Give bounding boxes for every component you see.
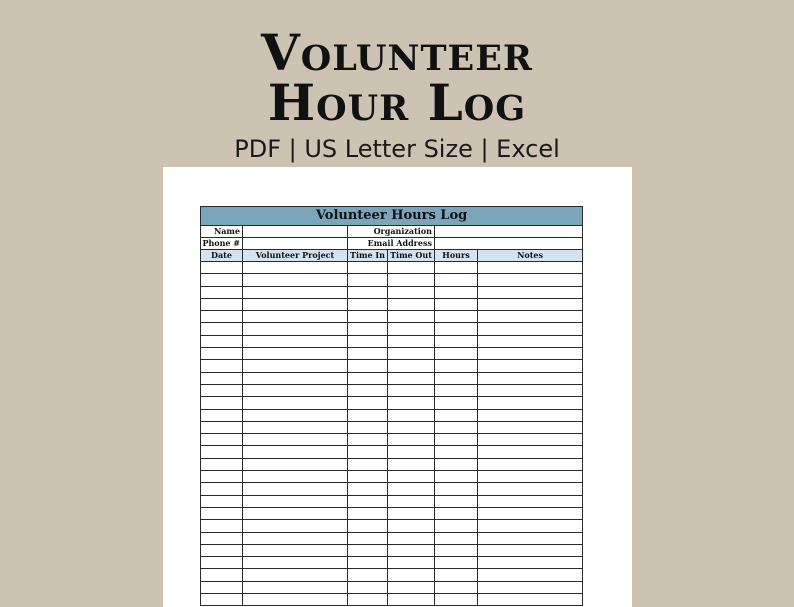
notes-cell[interactable] [478,569,583,581]
time-out-cell[interactable] [388,348,435,360]
hours-cell[interactable] [435,495,478,507]
date-cell[interactable] [201,409,243,421]
date-cell[interactable] [201,544,243,556]
time-in-cell[interactable] [348,544,388,556]
time-in-cell[interactable] [348,274,388,286]
column-header-time-in: Time In [348,250,388,262]
hours-cell[interactable] [435,594,478,606]
phone-label: Phone # [201,238,243,250]
time-out-cell[interactable] [388,421,435,433]
log-row [201,520,583,532]
project-cell[interactable] [243,409,348,421]
hero-title-line-2: Hour Log [267,73,527,132]
notes-cell[interactable] [478,360,583,372]
column-header-hours: Hours [435,250,478,262]
log-row [201,262,583,274]
date-cell[interactable] [201,507,243,519]
date-cell[interactable] [201,458,243,470]
log-row [201,581,583,593]
time-out-cell[interactable] [388,372,435,384]
time-out-cell[interactable] [388,569,435,581]
time-in-cell[interactable] [348,483,388,495]
notes-cell[interactable] [478,323,583,335]
date-cell[interactable] [201,262,243,274]
project-cell[interactable] [243,397,348,409]
project-cell[interactable] [243,532,348,544]
time-in-cell[interactable] [348,298,388,310]
column-header-project: Volunteer Project [243,250,348,262]
hours-cell[interactable] [435,335,478,347]
hero-title [0,23,794,132]
hours-cell[interactable] [435,397,478,409]
notes-cell[interactable] [478,298,583,310]
time-in-cell[interactable] [348,323,388,335]
date-cell[interactable] [201,348,243,360]
hours-cell[interactable] [435,286,478,298]
hours-cell[interactable] [435,471,478,483]
date-cell[interactable] [201,495,243,507]
time-in-cell[interactable] [348,532,388,544]
date-cell[interactable] [201,471,243,483]
time-out-cell[interactable] [388,495,435,507]
project-cell[interactable] [243,507,348,519]
hours-cell[interactable] [435,569,478,581]
hero-title-line-1: Volunteer [261,23,533,82]
log-row [201,557,583,569]
log-row [201,311,583,323]
date-cell[interactable] [201,569,243,581]
notes-cell[interactable] [478,532,583,544]
time-out-cell[interactable] [388,298,435,310]
time-in-cell[interactable] [348,286,388,298]
notes-cell[interactable] [478,397,583,409]
volunteer-log-table [200,206,583,606]
time-out-cell[interactable] [388,311,435,323]
hours-cell[interactable] [435,323,478,335]
log-row [201,434,583,446]
notes-cell[interactable] [478,262,583,274]
date-cell[interactable] [201,274,243,286]
log-row [201,471,583,483]
time-in-cell[interactable] [348,471,388,483]
hours-cell[interactable] [435,557,478,569]
hours-cell[interactable] [435,544,478,556]
hours-cell[interactable] [435,298,478,310]
notes-cell[interactable] [478,446,583,458]
notes-cell[interactable] [478,594,583,606]
hours-cell[interactable] [435,581,478,593]
notes-cell[interactable] [478,274,583,286]
time-in-cell[interactable] [348,520,388,532]
time-in-cell[interactable] [348,262,388,274]
time-out-cell[interactable] [388,286,435,298]
time-out-cell[interactable] [388,434,435,446]
email-label: Email Address [348,238,435,250]
log-row [201,458,583,470]
time-out-cell[interactable] [388,483,435,495]
notes-cell[interactable] [478,384,583,396]
hero-subtitle: PDF | US Letter Size | Excel [234,135,560,163]
log-row [201,495,583,507]
name-label: Name [201,226,243,238]
notes-cell[interactable] [478,458,583,470]
organization-label: Organization [348,226,435,238]
date-cell[interactable] [201,520,243,532]
date-cell[interactable] [201,483,243,495]
hours-cell[interactable] [435,360,478,372]
project-cell[interactable] [243,372,348,384]
date-cell[interactable] [201,557,243,569]
time-out-cell[interactable] [388,262,435,274]
time-in-cell[interactable] [348,397,388,409]
date-cell[interactable] [201,384,243,396]
notes-cell[interactable] [478,286,583,298]
notes-cell[interactable] [478,348,583,360]
date-cell[interactable] [201,372,243,384]
hours-cell[interactable] [435,262,478,274]
time-in-cell[interactable] [348,594,388,606]
project-cell[interactable] [243,348,348,360]
hours-cell[interactable] [435,434,478,446]
log-row [201,594,583,606]
time-in-cell[interactable] [348,421,388,433]
time-in-cell[interactable] [348,557,388,569]
project-cell[interactable] [243,286,348,298]
date-cell[interactable] [201,286,243,298]
project-cell[interactable] [243,360,348,372]
log-row [201,384,583,396]
time-out-cell[interactable] [388,458,435,470]
time-in-cell[interactable] [348,569,388,581]
email-field[interactable] [435,238,583,250]
phone-field[interactable] [243,238,348,250]
time-out-cell[interactable] [388,446,435,458]
time-in-cell[interactable] [348,581,388,593]
date-cell[interactable] [201,311,243,323]
hours-cell[interactable] [435,421,478,433]
time-in-cell[interactable] [348,311,388,323]
project-cell[interactable] [243,557,348,569]
name-field[interactable] [243,226,348,238]
project-cell[interactable] [243,323,348,335]
column-header-time-out: Time Out [388,250,435,262]
notes-cell[interactable] [478,557,583,569]
time-out-cell[interactable] [388,471,435,483]
project-cell[interactable] [243,434,348,446]
project-cell[interactable] [243,581,348,593]
date-cell[interactable] [201,323,243,335]
project-cell[interactable] [243,458,348,470]
time-in-cell[interactable] [348,335,388,347]
time-out-cell[interactable] [388,544,435,556]
time-in-cell[interactable] [348,434,388,446]
log-row [201,483,583,495]
project-cell[interactable] [243,311,348,323]
project-cell[interactable] [243,262,348,274]
hours-cell[interactable] [435,520,478,532]
project-cell[interactable] [243,274,348,286]
time-out-cell[interactable] [388,520,435,532]
log-row [201,569,583,581]
date-cell[interactable] [201,421,243,433]
notes-cell[interactable] [478,311,583,323]
log-row [201,409,583,421]
project-cell[interactable] [243,471,348,483]
column-header-notes: Notes [478,250,583,262]
notes-cell[interactable] [478,434,583,446]
date-cell[interactable] [201,581,243,593]
log-title: Volunteer Hours Log [201,207,583,226]
time-out-cell[interactable] [388,409,435,421]
log-row [201,274,583,286]
time-in-cell[interactable] [348,348,388,360]
log-row [201,360,583,372]
log-row [201,446,583,458]
organization-field[interactable] [435,226,583,238]
project-cell[interactable] [243,483,348,495]
time-out-cell[interactable] [388,335,435,347]
log-row [201,335,583,347]
time-in-cell[interactable] [348,360,388,372]
time-in-cell[interactable] [348,409,388,421]
notes-cell[interactable] [478,544,583,556]
notes-cell[interactable] [478,483,583,495]
hours-cell[interactable] [435,384,478,396]
hours-cell[interactable] [435,458,478,470]
time-in-cell[interactable] [348,495,388,507]
log-row [201,348,583,360]
date-cell[interactable] [201,397,243,409]
time-out-cell[interactable] [388,274,435,286]
log-rows [201,262,583,606]
time-in-cell[interactable] [348,372,388,384]
project-cell[interactable] [243,421,348,433]
hours-cell[interactable] [435,274,478,286]
hours-cell[interactable] [435,507,478,519]
time-out-cell[interactable] [388,507,435,519]
date-cell[interactable] [201,594,243,606]
notes-cell[interactable] [478,372,583,384]
notes-cell[interactable] [478,507,583,519]
notes-cell[interactable] [478,409,583,421]
date-cell[interactable] [201,434,243,446]
project-cell[interactable] [243,569,348,581]
hours-cell[interactable] [435,409,478,421]
time-out-cell[interactable] [388,532,435,544]
project-cell[interactable] [243,594,348,606]
notes-cell[interactable] [478,520,583,532]
log-row [201,544,583,556]
printable-page [163,167,632,607]
project-cell[interactable] [243,446,348,458]
hours-cell[interactable] [435,483,478,495]
log-row [201,298,583,310]
notes-cell[interactable] [478,581,583,593]
time-out-cell[interactable] [388,594,435,606]
notes-cell[interactable] [478,335,583,347]
hours-cell[interactable] [435,446,478,458]
notes-cell[interactable] [478,471,583,483]
hours-cell[interactable] [435,311,478,323]
project-cell[interactable] [243,384,348,396]
column-header-row [201,250,583,262]
log-row [201,286,583,298]
time-out-cell[interactable] [388,360,435,372]
column-header-date: Date [201,250,243,262]
notes-cell[interactable] [478,495,583,507]
time-out-cell[interactable] [388,397,435,409]
hours-cell[interactable] [435,348,478,360]
time-in-cell[interactable] [348,446,388,458]
time-out-cell[interactable] [388,581,435,593]
date-cell[interactable] [201,532,243,544]
time-out-cell[interactable] [388,323,435,335]
log-row [201,372,583,384]
date-cell[interactable] [201,360,243,372]
time-in-cell[interactable] [348,458,388,470]
date-cell[interactable] [201,335,243,347]
hours-cell[interactable] [435,532,478,544]
time-out-cell[interactable] [388,557,435,569]
project-cell[interactable] [243,520,348,532]
log-row [201,323,583,335]
project-cell[interactable] [243,495,348,507]
log-row [201,532,583,544]
log-row [201,421,583,433]
time-in-cell[interactable] [348,507,388,519]
time-out-cell[interactable] [388,384,435,396]
notes-cell[interactable] [478,421,583,433]
date-cell[interactable] [201,446,243,458]
project-cell[interactable] [243,298,348,310]
time-in-cell[interactable] [348,384,388,396]
log-row [201,507,583,519]
log-row [201,397,583,409]
hours-cell[interactable] [435,372,478,384]
project-cell[interactable] [243,335,348,347]
date-cell[interactable] [201,298,243,310]
project-cell[interactable] [243,544,348,556]
